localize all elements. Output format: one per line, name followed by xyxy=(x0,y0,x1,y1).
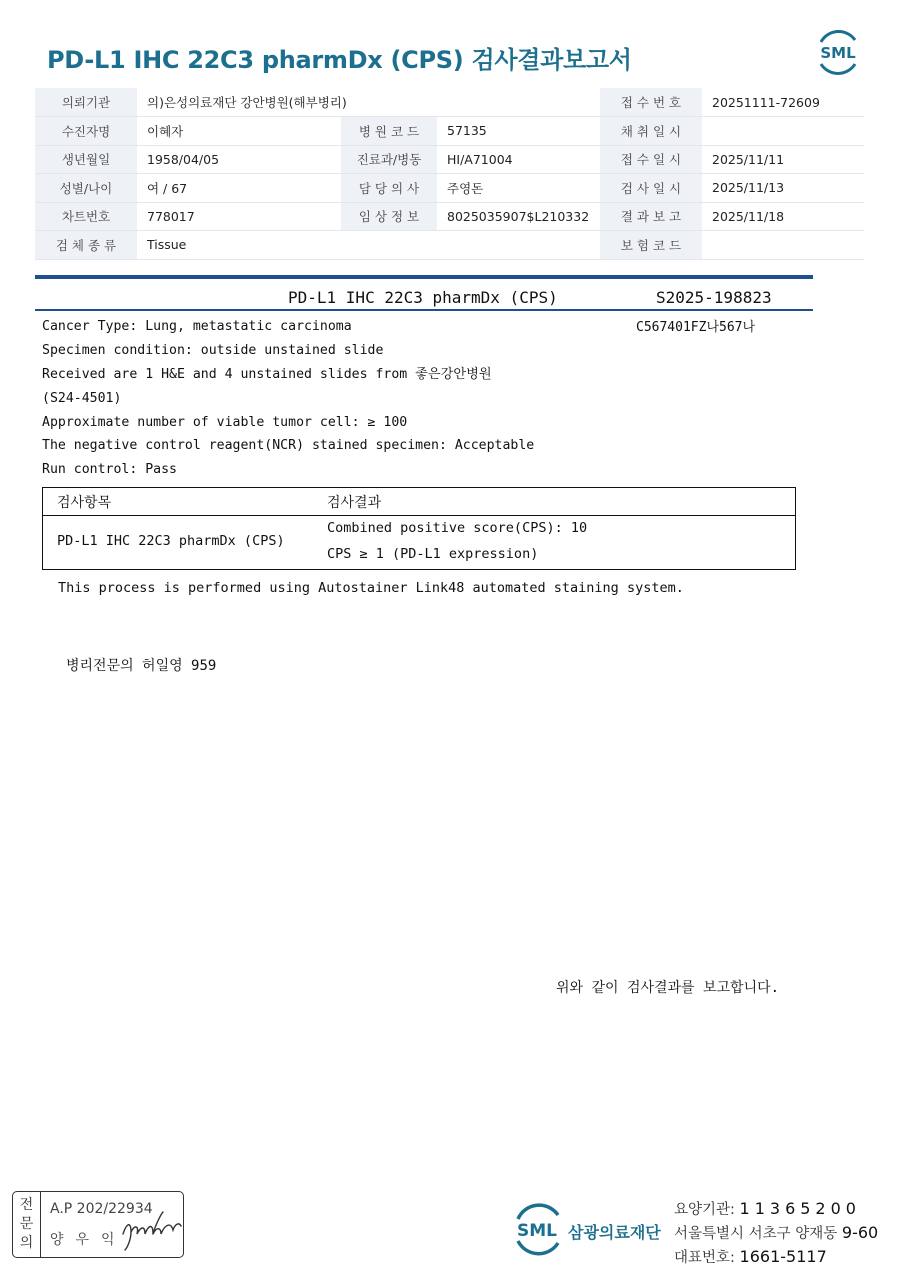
stamp-side-char: 문 xyxy=(19,1216,34,1232)
patient-info-table xyxy=(35,88,864,260)
stamp-side-label xyxy=(13,1192,41,1257)
info-row xyxy=(35,88,864,117)
hospital-code-value: 57135 xyxy=(437,117,600,146)
specialist-stamp xyxy=(12,1191,184,1258)
footer-brand xyxy=(510,1201,670,1257)
receipt-no-label: 접 수 번 호 xyxy=(600,88,702,117)
specimen-type-label: 검 체 종 류 xyxy=(35,231,137,260)
pathologist-signature: 병리전문의 허일영 959 xyxy=(66,658,217,674)
sex-age-label: 성별/나이 xyxy=(35,174,137,203)
report-date-value: 2025/11/18 xyxy=(702,202,864,231)
chart-no-value: 778017 xyxy=(137,202,341,231)
closing-statement: 위와 같이 검사결과를 보고합니다. xyxy=(556,980,780,996)
physician-value: 주영돈 xyxy=(437,174,600,203)
result-col-result-header: 검사결과 xyxy=(327,495,382,511)
info-row xyxy=(35,231,864,260)
footer-sml-logo-icon xyxy=(510,1201,566,1257)
sml-logo-icon xyxy=(813,28,863,76)
footer-address-no: 9-60 xyxy=(841,1223,879,1242)
finding-line: (S24-4501) xyxy=(42,390,122,406)
patient-name-label: 수진자명 xyxy=(35,117,137,146)
report-date-label: 결 과 보 고 xyxy=(600,202,702,231)
finding-line: Approximate number of viable tumor cell: ≥ 100 xyxy=(42,414,408,430)
report-divider-thin xyxy=(35,309,813,311)
receipt-date-value: 2025/11/11 xyxy=(702,145,864,174)
finding-line: The negative control reagent(NCR) stained specimen: Acceptable xyxy=(42,438,535,454)
report-test-name: PD-L1 IHC 22C3 pharmDx (CPS) xyxy=(288,288,558,307)
collection-date-label: 채 취 일 시 xyxy=(600,117,702,146)
footer-phone-line xyxy=(674,1246,878,1270)
physician-label: 담 당 의 사 xyxy=(341,174,437,203)
stamp-side-char: 전 xyxy=(19,1197,34,1213)
footer-institution-no: 11365200 xyxy=(739,1199,861,1218)
result-item: PD-L1 IHC 22C3 pharmDx (CPS) xyxy=(57,533,285,549)
chart-no-label: 차트번호 xyxy=(35,202,137,231)
footer-sml-logo-text: SML xyxy=(517,1221,557,1241)
sml-logo xyxy=(813,28,863,76)
specimen-code: C567401FZ나567나 xyxy=(636,320,756,335)
footer-org-name: 삼광의료재단 xyxy=(568,1223,661,1242)
process-note: This process is performed using Autostainer Link48 automated staining system. xyxy=(58,580,684,596)
info-row xyxy=(35,174,864,203)
info-row xyxy=(35,202,864,231)
finding-line: Specimen condition: outside unstained slide xyxy=(42,342,384,358)
result-table xyxy=(42,487,796,570)
info-row xyxy=(35,117,864,146)
department-label: 진료과/병동 xyxy=(341,145,437,174)
sml-logo-text: SML xyxy=(820,44,856,62)
info-row xyxy=(35,145,864,174)
footer-contact-info xyxy=(674,1198,878,1270)
specimen-type-value: Tissue xyxy=(137,231,600,260)
collection-date-value xyxy=(702,117,864,146)
result-cps-score: Combined positive score(CPS): 10 xyxy=(327,520,588,536)
birth-date-value: 1958/04/05 xyxy=(137,145,341,174)
findings-block xyxy=(42,318,534,485)
hospital-code-label: 병 원 코 드 xyxy=(341,117,437,146)
insurance-code-value xyxy=(702,231,864,260)
requesting-institution-label: 의뢰기관 xyxy=(35,88,137,117)
footer-address-line xyxy=(674,1222,878,1246)
stamp-license-no: A.P 202/22934 xyxy=(50,1201,153,1217)
stamp-name: 양우익 xyxy=(50,1232,127,1248)
finding-line: Cancer Type: Lung, metastatic carcinoma xyxy=(42,319,352,334)
requesting-institution-value: 의)은성의료재단 강안병원(해부병리) xyxy=(137,88,600,117)
report-number: S2025-198823 xyxy=(656,288,772,307)
stamp-side-char: 의 xyxy=(19,1235,34,1251)
sex-age-value: 여 / 67 xyxy=(137,174,341,203)
footer-phone: 1661-5117 xyxy=(739,1247,827,1266)
clinical-info-label: 임 상 정 보 xyxy=(341,202,437,231)
patient-name-value: 이혜자 xyxy=(137,117,341,146)
result-cps-interpretation: CPS ≥ 1 (PD-L1 expression) xyxy=(327,546,539,562)
footer-institution-label: 요양기관: xyxy=(674,1202,735,1218)
receipt-no-value: 20251111-72609 xyxy=(702,88,864,117)
footer-phone-label: 대표번호: xyxy=(674,1250,735,1266)
department-value: HI/A71004 xyxy=(437,145,600,174)
report-divider-thick xyxy=(35,275,813,279)
finding-line: Run control: Pass xyxy=(42,462,177,478)
insurance-code-label: 보 험 코 드 xyxy=(600,231,702,260)
finding-line: Received are 1 H&E and 4 unstained slides from 좋은강안병원 xyxy=(42,366,492,382)
footer-address: 서울특별시 서초구 양재동 xyxy=(674,1226,838,1242)
clinical-info-value: 8025035907$L210332 xyxy=(437,202,600,231)
test-date-value: 2025/11/13 xyxy=(702,174,864,203)
handwritten-signature xyxy=(119,1204,183,1252)
birth-date-label: 생년월일 xyxy=(35,145,137,174)
result-col-item-header: 검사항목 xyxy=(57,495,112,511)
result-header-divider xyxy=(43,515,795,516)
receipt-date-label: 접 수 일 시 xyxy=(600,145,702,174)
footer-institution-line xyxy=(674,1198,878,1222)
report-title: PD-L1 IHC 22C3 pharmDx (CPS) 검사결과보고서 xyxy=(47,46,632,74)
test-date-label: 검 사 일 시 xyxy=(600,174,702,203)
